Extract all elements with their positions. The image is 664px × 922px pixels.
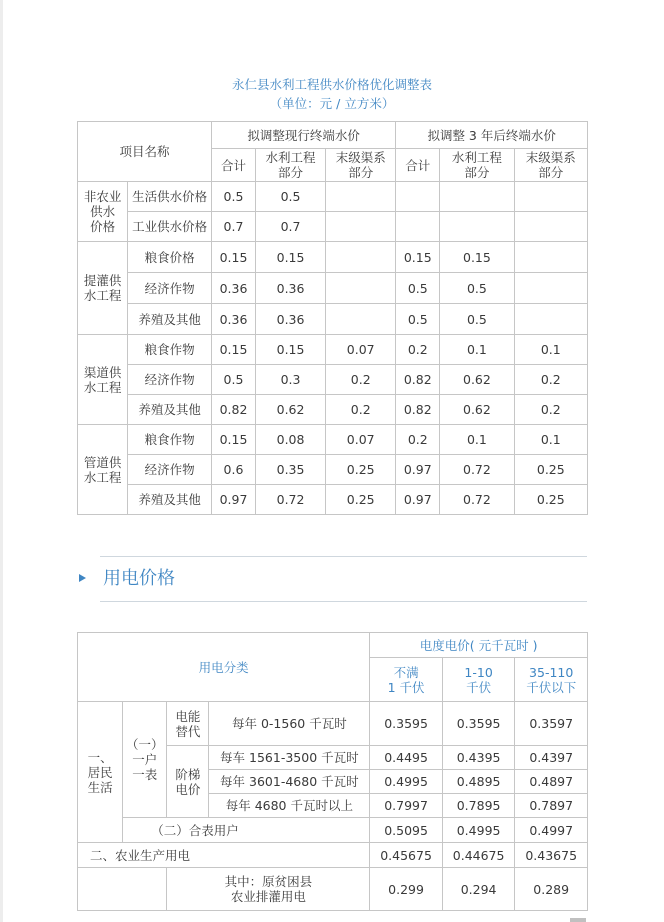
cell: 0.45675 [370,843,443,868]
row-label: 养殖及其他 [128,304,212,335]
cell: 0.07 [326,425,396,455]
cell [326,273,396,304]
row-label: 经济作物 [128,273,212,304]
energy-price-header: 电度电价( 元千瓦时 ) [370,633,588,658]
cell: 0.2 [326,365,396,395]
row-label: 养殖及其他 [128,485,212,515]
group-label: 提灌供 水工程 [78,242,128,335]
row-label: 每年 4680 千瓦时以上 [209,794,370,818]
cell: 0.4397 [515,746,588,770]
row-label: 生活供水价格 [128,182,212,212]
cell: 0.15 [396,242,440,273]
voltage-header: 35-110 千伏以下 [515,658,588,702]
cell: 0.62 [440,365,514,395]
cell [396,212,440,242]
row-label: 其中：原贫困县 农业排灌用电 [167,868,370,911]
cell: 0.5 [396,273,440,304]
cell: 0.15 [255,335,325,365]
cell: 0.2 [514,395,587,425]
cell: 0.08 [255,425,325,455]
cell [514,273,587,304]
cell: 0.15 [212,335,256,365]
cell: 0.2 [326,395,396,425]
section-title: 用电价格 [103,568,175,589]
group-label: 渠道供 水工程 [78,335,128,425]
water-price-table [77,121,588,515]
cell: 0.15 [212,242,256,273]
resident-category: 一、 居民 生活 [78,702,123,843]
row-label: 每车 1561-3500 千瓦时 [209,746,370,770]
cell: 0.2 [396,335,440,365]
page-number-mark [570,918,586,922]
hydraulic-part-header: 水利工程 部分 [255,149,325,182]
cell: 0.294 [442,868,515,911]
cell: 0.72 [440,455,514,485]
cell: 0.6 [212,455,256,485]
cell: 0.7 [212,212,256,242]
canal-part-header: 末级渠系 部分 [326,149,396,182]
section-arrow-icon [79,574,86,582]
section-divider-bottom [100,601,587,602]
cell: 0.3595 [370,702,443,746]
cell: 0.4395 [442,746,515,770]
cell: 0.4995 [442,818,515,843]
hydraulic-part-header: 水利工程 部分 [440,149,514,182]
cell: 0.1 [514,425,587,455]
canal-part-header: 末级渠系 部分 [514,149,587,182]
usage-category-header: 用电分类 [78,633,370,702]
cell: 0.5 [255,182,325,212]
cell: 0.4997 [515,818,588,843]
cell: 0.97 [396,455,440,485]
cell: 0.97 [396,485,440,515]
cell [440,212,514,242]
row-label: 养殖及其他 [128,395,212,425]
cell: 0.1 [440,425,514,455]
row-label: 工业供水价格 [128,212,212,242]
cell [514,304,587,335]
row-label: 二、农业生产用电 [78,843,370,868]
cell: 0.36 [212,304,256,335]
cell: 0.1 [440,335,514,365]
section-divider-top [100,556,587,557]
item-name-header: 项目名称 [78,122,212,182]
cell: 0.36 [255,273,325,304]
cell: 0.2 [514,365,587,395]
cell: 0.82 [396,395,440,425]
cell: 0.3595 [442,702,515,746]
cell: 0.4895 [442,770,515,794]
row-label: 粮食价格 [128,242,212,273]
cell: 0.25 [514,485,587,515]
row-label: 粮食作物 [128,335,212,365]
cell [326,182,396,212]
cell: 0.5095 [370,818,443,843]
row-label: 每年 0-1560 千瓦时 [209,702,370,746]
table-title: 永仁县水利工程供水价格优化调整表 [231,77,432,92]
cell [514,182,587,212]
cell: 0.62 [440,395,514,425]
cell: 0.43675 [515,843,588,868]
row-label: （二）合表用户 [123,818,370,843]
row-label: 粮食作物 [128,425,212,455]
cell: 0.5 [396,304,440,335]
cell [326,242,396,273]
cell: 0.15 [255,242,325,273]
cell: 0.72 [255,485,325,515]
cell: 0.5 [212,365,256,395]
cell: 0.299 [370,868,443,911]
cell: 0.4995 [370,770,443,794]
cell: 0.289 [515,868,588,911]
cell: 0.97 [212,485,256,515]
cell: 0.7 [255,212,325,242]
page-edge [0,0,3,922]
cell [326,212,396,242]
cell [326,304,396,335]
cell: 0.3597 [515,702,588,746]
cell: 0.4897 [515,770,588,794]
substitute-category: 电能 替代 [167,702,209,746]
cell: 0.82 [212,395,256,425]
total-header: 合计 [396,149,440,182]
row-label: 经济作物 [128,455,212,485]
one-meter-category: （一） 一户 一表 [123,702,167,818]
group-label: 非农业 供水 价格 [78,182,128,242]
cell: 0.2 [396,425,440,455]
future-price-header: 拟调整 3 年后终端水价 [396,122,588,149]
table-unit: （单位：元 / 立方米） [269,96,395,111]
cell [396,182,440,212]
cell [440,182,514,212]
cell: 0.82 [396,365,440,395]
cell: 0.62 [255,395,325,425]
cell: 0.25 [326,455,396,485]
cell: 0.7997 [370,794,443,818]
cell: 0.1 [514,335,587,365]
cell: 0.3 [255,365,325,395]
cell: 0.36 [212,273,256,304]
cell: 0.25 [514,455,587,485]
cell: 0.7897 [515,794,588,818]
tier-category: 阶梯 电价 [167,746,209,818]
cell: 0.25 [326,485,396,515]
cell: 0.5 [440,273,514,304]
cell [514,212,587,242]
total-header: 合计 [212,149,256,182]
cell: 0.7895 [442,794,515,818]
cell: 0.36 [255,304,325,335]
row-label: 经济作物 [128,365,212,395]
cell: 0.44675 [442,843,515,868]
voltage-header: 1-10 千伏 [442,658,515,702]
cell: 0.15 [440,242,514,273]
cell: 0.15 [212,425,256,455]
row-label: 每年 3601-4680 千瓦时 [209,770,370,794]
blank-cell [78,868,167,911]
cell [514,242,587,273]
voltage-header: 不满 1 千伏 [370,658,443,702]
cell: 0.4495 [370,746,443,770]
current-price-header: 拟调整现行终端水价 [212,122,396,149]
cell: 0.5 [212,182,256,212]
cell: 0.07 [326,335,396,365]
group-label: 管道供 水工程 [78,425,128,515]
cell: 0.72 [440,485,514,515]
cell: 0.5 [440,304,514,335]
electricity-price-table [77,632,588,911]
cell: 0.35 [255,455,325,485]
